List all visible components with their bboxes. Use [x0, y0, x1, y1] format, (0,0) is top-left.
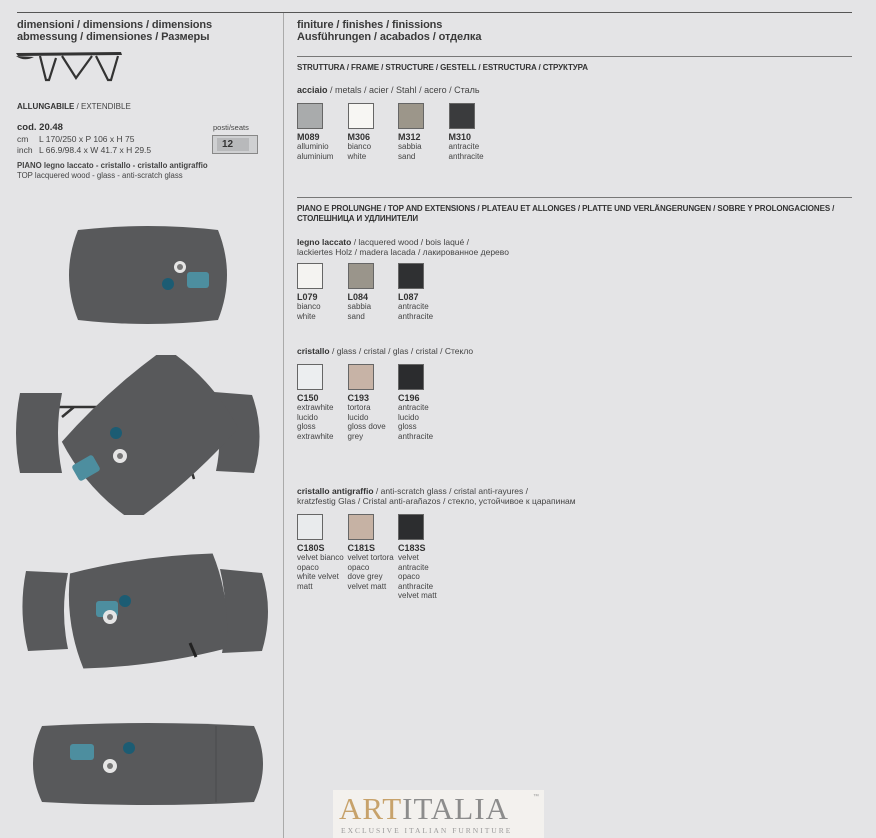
tray-icon: [70, 744, 94, 760]
swatch-code: L084: [347, 292, 369, 302]
column-divider: [283, 13, 284, 838]
swatch-desc: sabbia: [347, 302, 372, 311]
swatch-desc: velvet antracite: [398, 553, 429, 572]
swatch-color: [297, 514, 323, 540]
swatch-glass: [348, 364, 398, 441]
dimension-rows: cm L 170/250 x P 106 x H 75 inch L 66.9/98.4 x W 41.7 x H 29.5: [17, 134, 152, 155]
top-materials: PIANO legno laccato - cristallo - cristallo antigraffio TOP lacquered wood - glass - anti-scratch glass: [17, 161, 208, 180]
swatch-desc: anthracite: [398, 431, 434, 441]
dimensions-heading: dimensioni / dimensions / dimensions abmessung / dimensiones / Размеры: [17, 19, 213, 43]
swatch-desc: opaco: [347, 562, 370, 572]
table-rotating-view: [14, 355, 266, 515]
swatch-wood: [348, 263, 398, 321]
top-section-rule: [297, 197, 852, 198]
swatch-code: M312: [398, 132, 421, 142]
cup-icon: [174, 261, 186, 273]
swatch-code: L087: [398, 292, 419, 302]
seats-badge: [212, 135, 258, 154]
swatch-color: [348, 364, 374, 390]
steel-label: acciaio / metals / acier / Stahl / acero / Сталь: [297, 85, 480, 95]
swatch-color: [449, 103, 475, 129]
swatch-desc: antracite: [398, 403, 429, 412]
artitalia-logo: [333, 790, 544, 838]
swatch-desc: tortora: [347, 403, 371, 412]
top-rule: [17, 12, 852, 13]
swatch-desc: aluminium: [297, 151, 334, 161]
table-top-view-closed: [64, 226, 232, 324]
swatch-color: [348, 103, 374, 129]
swatch-code: C181S: [347, 543, 376, 553]
swatch-color: [297, 263, 323, 289]
swatch-desc: gloss dove: [347, 422, 386, 431]
swatch-desc: velvet matt: [398, 591, 437, 600]
swatch-desc: extrawhite: [297, 431, 334, 441]
swatch-code: L079: [297, 292, 318, 302]
swatch-antiscratch: [297, 514, 347, 591]
swatch-desc: velvet matt: [347, 581, 387, 591]
table-extending-view: [22, 551, 274, 675]
swatch-steel: [348, 103, 398, 161]
logo-italia: ITALIA: [402, 791, 509, 826]
swatch-desc: alluminio: [297, 142, 329, 151]
swatch-desc: white velvet: [297, 572, 339, 581]
finishes-heading: finiture / finishes / finissions Ausführungen / acabados / отделка: [297, 19, 482, 43]
antiscratch-label: cristallo antigraffio / anti-scratch glass / cristal anti-rayures / kratzfestig Glas / Cristal anti-arañazos / стекло, устойчивое к царапинам: [297, 486, 576, 506]
swatch-code: C180S: [297, 543, 325, 553]
swatch-desc: anthracite: [448, 151, 484, 161]
swatch-desc: velvet bianco: [297, 553, 344, 562]
swatch-color: [398, 514, 424, 540]
swatch-steel: [449, 103, 499, 161]
swatch-desc: lucido: [297, 412, 318, 422]
swatch-code: M306: [347, 132, 371, 142]
swatch-antiscratch: [398, 514, 448, 601]
swatch-code: M089: [297, 132, 320, 142]
swatch-color: [297, 103, 323, 129]
swatch-steel: [297, 103, 347, 161]
seats-value: 12: [222, 139, 234, 150]
swatch-color: [348, 263, 374, 289]
table-extended-view: [28, 720, 268, 808]
structure-heading: STRUTTURA / FRAME / STRUCTURE / GESTELL / ESTRUCTURA / СТРУКТУРА: [297, 63, 588, 72]
top-extensions-heading: PIANO E PROLUNGHE / TOP AND EXTENSIONS / PLATEAU ET ALLONGES / PLATTE UND VERLÄNGERUNGEN / SOBRE Y PROLONGACIONES / СТОЛЕШНИЦА И УДЛИНИТЕЛИ: [297, 204, 835, 223]
swatch-code: M310: [448, 132, 472, 142]
swatch-color: [398, 103, 424, 129]
bowl-icon: [119, 595, 131, 607]
swatch-antiscratch: [348, 514, 398, 591]
bowl-icon: [110, 427, 122, 439]
seats-label: posti/seats: [213, 123, 249, 132]
swatch-desc: grey: [347, 431, 364, 441]
swatch-desc: sabbia: [398, 142, 422, 151]
swatch-desc: gloss: [398, 422, 417, 431]
extendible-label: ALLUNGABILE / EXTENDIBLE: [17, 102, 131, 111]
swatch-desc: lucido: [347, 412, 369, 422]
swatch-desc: dove grey: [347, 572, 383, 581]
swatch-glass: [297, 364, 347, 441]
table-side-view-icon: [16, 48, 126, 88]
swatch-desc: bianco: [297, 302, 321, 311]
swatch-wood: [398, 263, 448, 321]
swatch-wood: [297, 263, 347, 321]
swatch-desc: extrawhite: [297, 403, 334, 412]
swatch-desc: velvet tortora: [347, 553, 394, 562]
product-code: cod. 20.48: [17, 122, 63, 133]
swatch-steel: [398, 103, 448, 161]
swatch-desc: white: [347, 151, 367, 161]
logo-tagline: EXCLUSIVE ITALIAN FURNITURE: [341, 826, 513, 835]
swatch-desc: anthracite: [398, 581, 434, 591]
swatch-color: [297, 364, 323, 390]
swatch-color: [398, 263, 424, 289]
swatch-desc: bianco: [347, 142, 372, 151]
swatch-code: C196: [398, 393, 420, 403]
swatch-color: [398, 364, 424, 390]
swatch-desc: anthracite: [398, 311, 434, 321]
glass-label: cristallo / glass / cristal / glas / cristal / Стекло: [297, 346, 474, 356]
swatch-desc: white: [297, 311, 316, 321]
swatch-glass: [398, 364, 448, 441]
swatch-desc: gloss: [297, 422, 316, 431]
swatch-desc: lucido: [398, 412, 419, 422]
swatch-desc: antracite: [398, 302, 429, 311]
swatch-desc: sand: [347, 311, 365, 321]
bowl-icon: [123, 742, 135, 754]
swatch-code: C183S: [398, 543, 426, 553]
swatch-desc: sand: [398, 151, 416, 161]
logo-art: ART: [339, 791, 403, 826]
tray-icon: [187, 272, 209, 288]
swatch-desc: antracite: [448, 142, 480, 151]
swatch-desc: matt: [297, 581, 313, 591]
swatch-desc: opaco: [297, 562, 319, 572]
swatch-color: [348, 514, 374, 540]
swatch-code: C193: [347, 393, 370, 403]
wood-label: legno laccato / lacquered wood / bois laqué / lackiertes Holz / madera lacada / лакированное дерево: [297, 237, 509, 257]
swatch-desc: opaco: [398, 572, 420, 581]
swatch-code: C150: [297, 393, 319, 403]
bowl-icon: [162, 278, 174, 290]
finishes-rule: [297, 56, 852, 57]
logo-tm: ™: [533, 794, 539, 800]
